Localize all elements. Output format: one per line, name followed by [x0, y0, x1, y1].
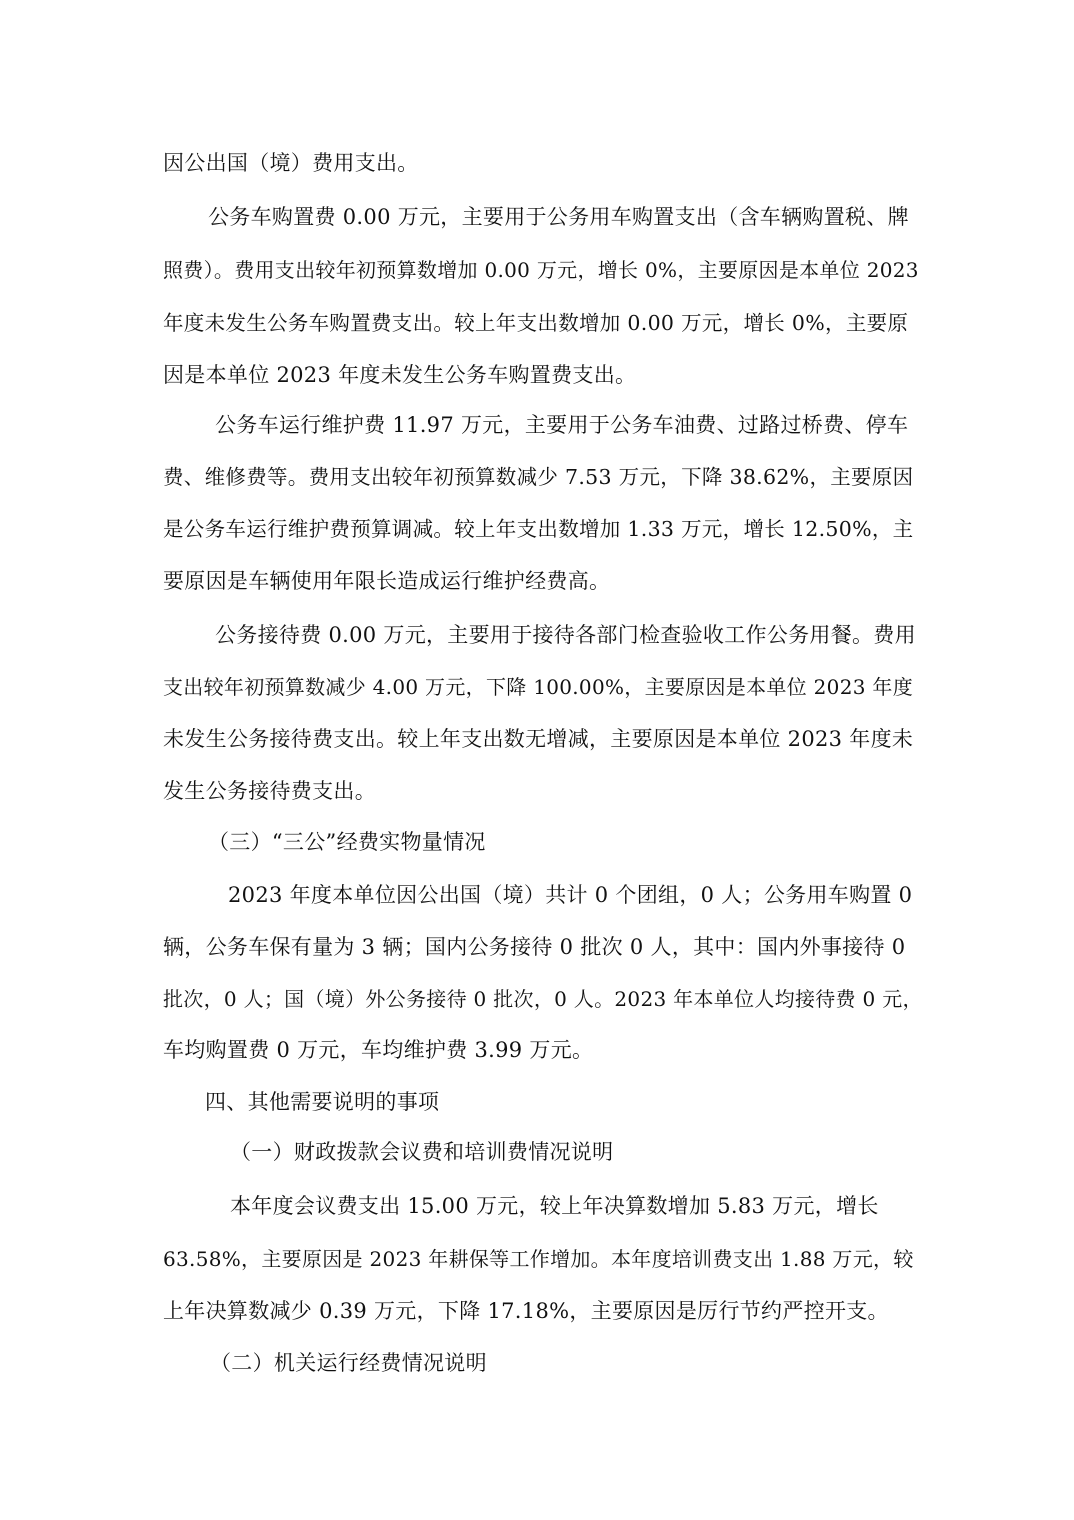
text-line: 因是本单位 2023 年度未发生公务车购置费支出。	[163, 363, 637, 387]
text-line: 支出较年初预算数减少 4.00 万元，下降 100.00%，主要原因是本单位 2023 年度	[163, 675, 914, 699]
text-line: 63.58%，主要原因是 2023 年耕保等工作增加。本年度培训费支出 1.88 万元，较	[163, 1247, 914, 1271]
subsection-heading: （二）机关运行经费情况说明	[210, 1351, 487, 1375]
text-line: 发生公务接待费支出。	[163, 779, 376, 803]
text-line: 要原因是车辆使用年限长造成运行维护经费高。	[163, 569, 611, 593]
text-line: 车均购置费 0 万元，车均维护费 3.99 万元。	[163, 1038, 594, 1062]
text-line: 照费）。费用支出较年初预算数增加 0.00 万元，增长 0%，主要原因是本单位 2023	[163, 258, 919, 282]
section-heading: （三）“三公”经费实物量情况	[208, 830, 486, 854]
subsection-heading: （一）财政拨款会议费和培训费情况说明	[230, 1140, 614, 1164]
text-line: 费、维修费等。费用支出较年初预算数减少 7.53 万元，下降 38.62%，主要原因	[163, 465, 914, 489]
text-line: 本年度会议费支出 15.00 万元，较上年决算数增加 5.83 万元，增长	[230, 1194, 879, 1218]
text-line: 是公务车运行维护费预算调减。较上年支出数增加 1.33 万元，增长 12.50%，主	[163, 517, 914, 541]
text-line: 公务车购置费 0.00 万元，主要用于公务用车购置支出（含车辆购置税、牌	[208, 205, 909, 229]
text-line: 公务车运行维护费 11.97 万元，主要用于公务车油费、过路过桥费、停车	[215, 413, 909, 437]
text-line: 公务接待费 0.00 万元，主要用于接待各部门检查验收工作公务用餐。费用	[215, 623, 916, 647]
text-line: 年度未发生公务车购置费支出。较上年支出数增加 0.00 万元，增长 0%，主要原	[163, 311, 909, 335]
section-heading: 四、其他需要说明的事项	[205, 1090, 440, 1114]
text-line: 未发生公务接待费支出。较上年支出数无增减，主要原因是本单位 2023 年度未	[163, 727, 914, 751]
text-line: 因公出国（境）费用支出。	[163, 151, 419, 175]
text-line: 批次，0 人；国（境）外公务接待 0 批次，0 人。2023 年本单位人均接待费 0 元，	[163, 987, 923, 1011]
text-line: 2023 年度本单位因公出国（境）共计 0 个团组，0 人；公务用车购置 0	[228, 883, 913, 907]
text-line: 辆，公务车保有量为 3 辆；国内公务接待 0 批次 0 人，其中：国内外事接待 0	[163, 935, 906, 959]
text-line: 上年决算数减少 0.39 万元，下降 17.18%，主要原因是厉行节约严控开支。	[163, 1299, 889, 1323]
